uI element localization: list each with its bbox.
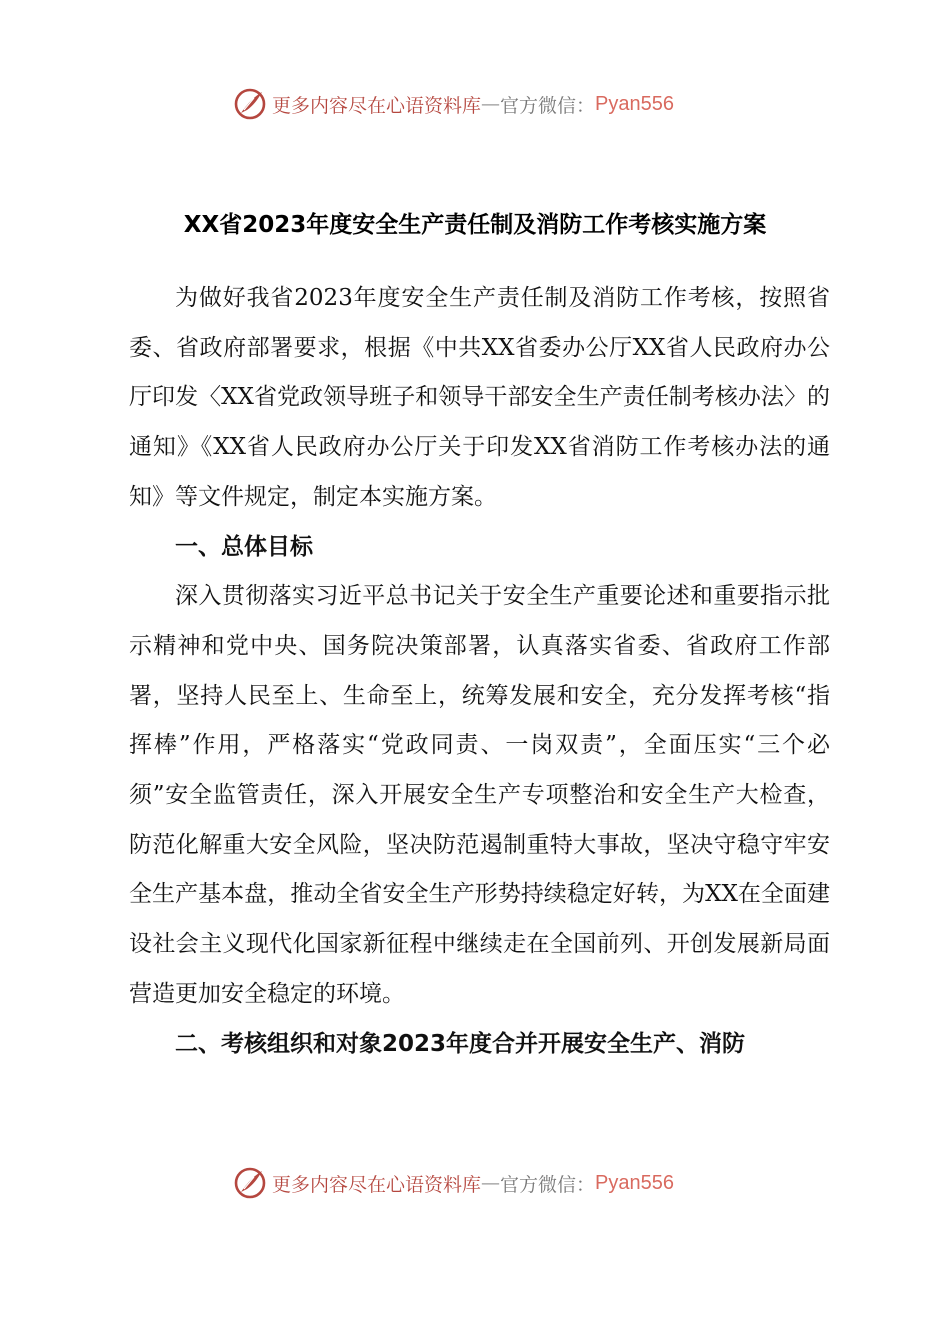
header-banner [232,84,674,124]
section-1-paragraph: 深入贯彻落实习近平总书记关于安全生产重要论述和重要指示批示精神和党中央、国务院决策部署，认真落实省委、省政府工作部署，坚持人民至上、生命至上，统筹发展和安全，充分发挥考核“指挥棒”作用，严格落实“党政同责、一岗双责”，全面压实“三个必须”安全监管责任，深入开展安全生产专项整治和安全生产大检查，防范化解重大安全风险，坚决防范遏制重特大事故，坚决守稳守牢安全生产基本盘，推动全省安全生产形势持续稳定好转，为XX在全面建设社会主义现代化国家新征程中继续走在全国前列、开创发展新局面营造更加安全稳定的环境。 [129,583,830,1007]
banner-label: 官方微信： [500,1173,596,1196]
footer-banner [232,1163,674,1203]
feather-logo-icon [232,86,268,122]
banner-text: 更多内容尽在心语资料库 [272,1173,482,1196]
banner-text: 更多内容尽在心语资料库 [272,94,482,117]
banner-label: 官方微信： [500,94,596,117]
banner-separator: — [481,93,501,115]
banner-wechat-id: Pyan556 [595,92,674,115]
feather-logo-icon [232,1165,268,1201]
document-title: XX省2023年度安全生产责任制及消防工作考核实施方案 [183,212,767,238]
banner-separator: — [481,1172,501,1194]
intro-paragraph: 为做好我省2023年度安全生产责任制及消防工作考核，按照省委、省政府部署要求，根据《中共XX省委办公厅XX省人民政府办公厅印发〈XX省党政领导班子和领导干部安全生产责任制考核办法〉的通知》《XX省人民政府办公厅关于印发XX省消防工作考核办法的通知》等文件规定，制定本实施方案。 [129,285,830,510]
section-1-heading: 一、总体目标 [175,533,313,560]
section-2-heading: 二、考核组织和对象2023年度合并开展安全生产、消防 [175,1030,746,1057]
banner-wechat-id: Pyan556 [595,1171,674,1194]
document-body [129,274,830,1069]
